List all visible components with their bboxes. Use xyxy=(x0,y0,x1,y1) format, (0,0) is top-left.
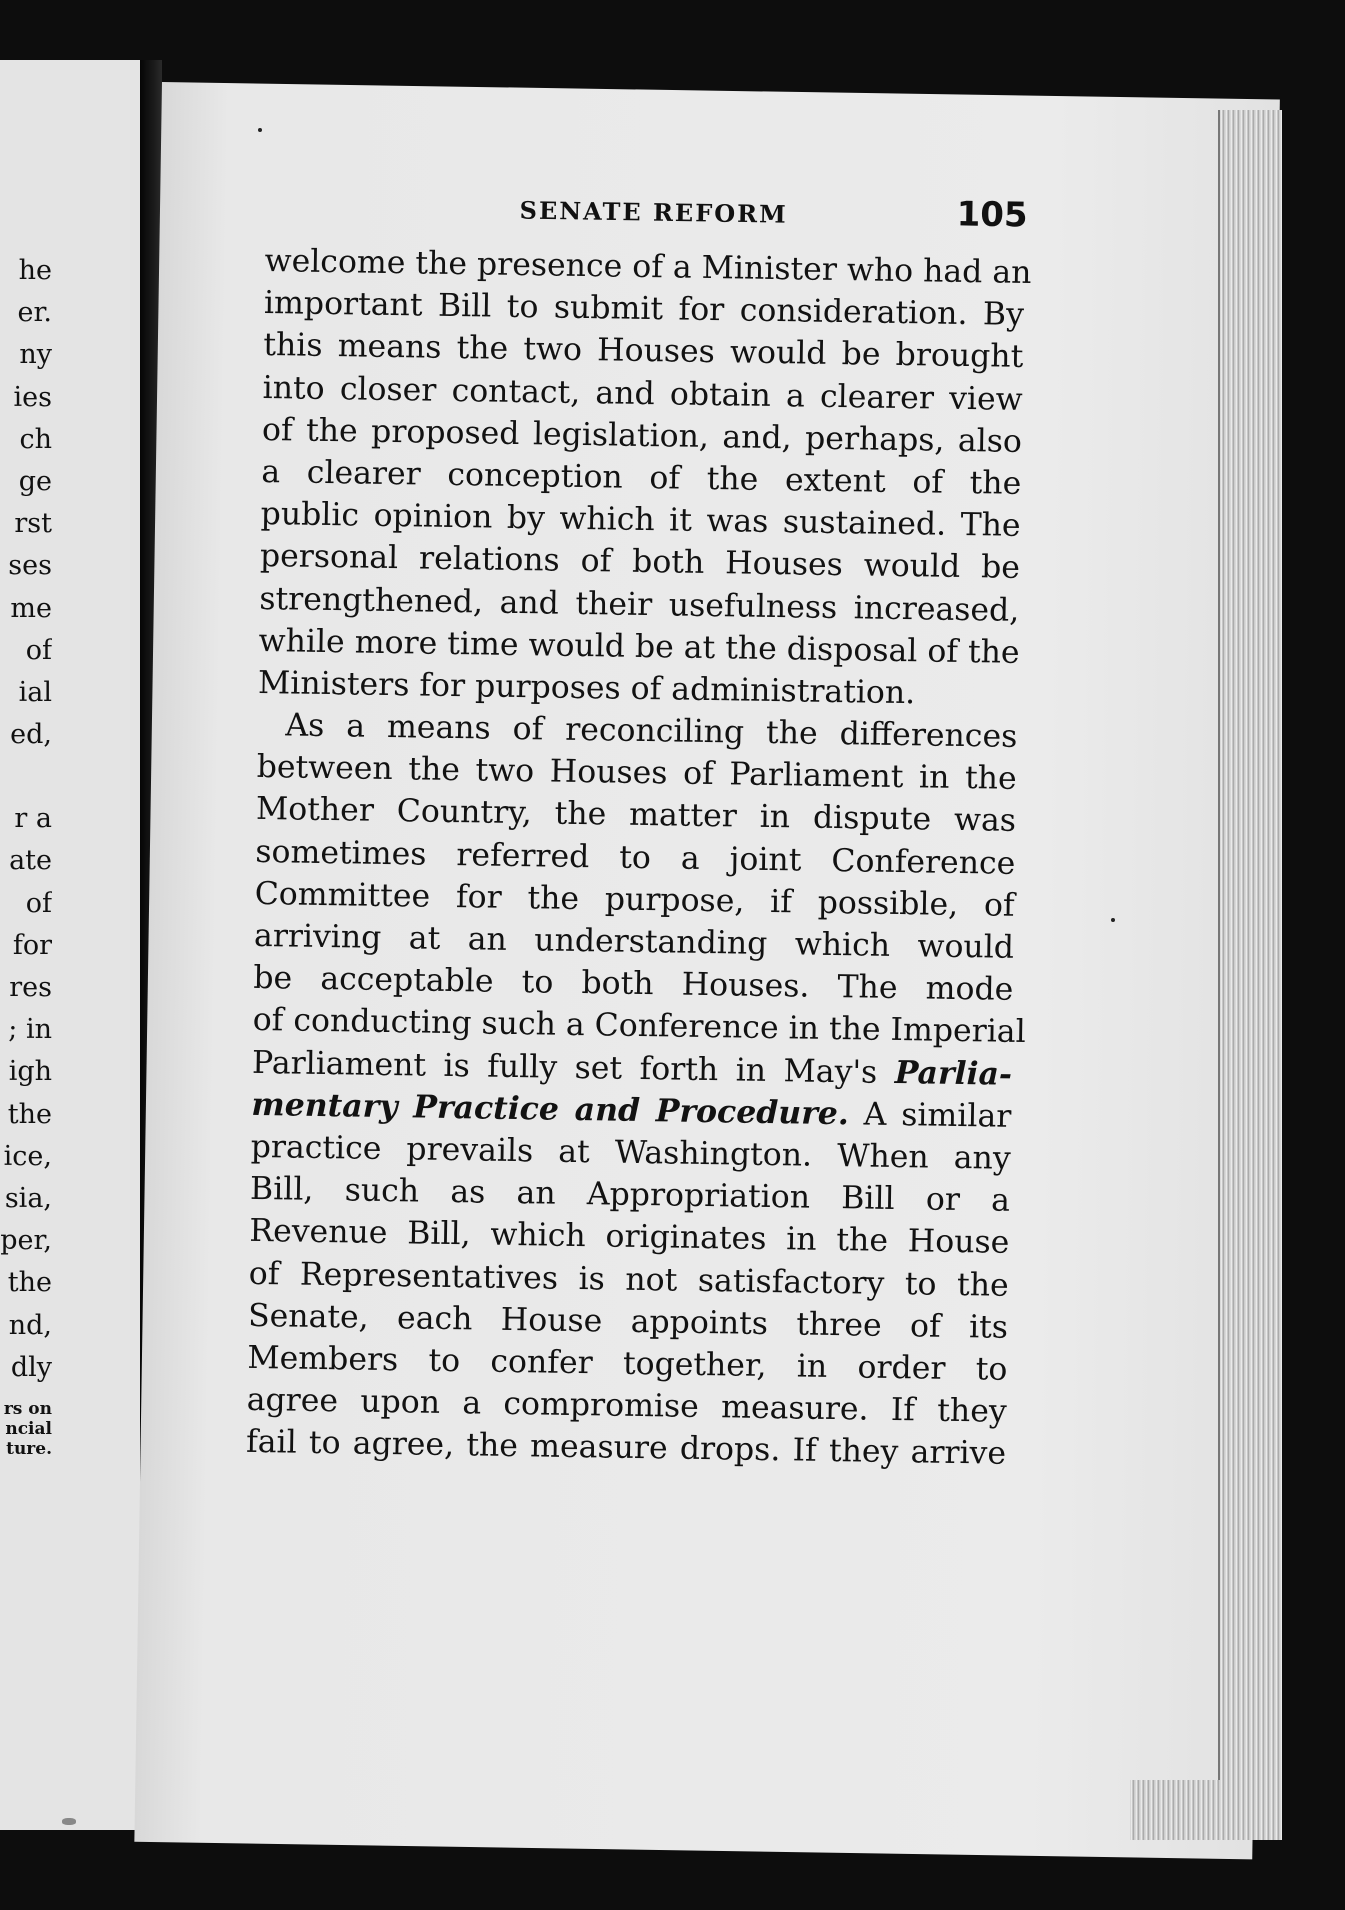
text-line: personal relations of both Houses would be xyxy=(259,538,1021,587)
text-span: A similar xyxy=(848,1096,1012,1135)
fragment-line: ial xyxy=(18,676,52,708)
text-line: Senate, each House appoints three of its xyxy=(247,1297,1009,1346)
previous-page-text-fragments xyxy=(0,250,52,1459)
text-line: Revenue Bill, which originates in the House xyxy=(249,1213,1010,1262)
fragment-line: ; in xyxy=(8,1014,52,1046)
body-text xyxy=(245,240,1032,1475)
text-line: Mother Country, the matter in dispute was xyxy=(255,791,1017,840)
text-line: sometimes referred to a joint Conference xyxy=(255,833,1016,882)
fragment-line: ny xyxy=(19,339,52,371)
fragment-line: ge xyxy=(18,465,52,497)
text-line: of conducting such a Conference in the Imperial xyxy=(252,1002,1026,1051)
text-line: of Representatives is not satisfactory to the xyxy=(248,1255,1009,1304)
fragment-line: he xyxy=(18,255,52,286)
fragment-footnote-line: rs on xyxy=(3,1398,52,1419)
page-edges xyxy=(1218,110,1282,1840)
text-line: while more time would be at the disposal of the xyxy=(258,622,1020,671)
fragment-line: ate xyxy=(9,845,52,877)
running-head-title: SENATE REFORM xyxy=(519,195,788,229)
text-line: Bill, such as an Appropriation Bill or a xyxy=(249,1171,1011,1219)
fragment-line: sia, xyxy=(4,1182,52,1214)
italic-title-part-1: Parlia- xyxy=(894,1053,1013,1093)
text-line: this means the two Houses would be brought xyxy=(263,327,1024,376)
page-edges-bottom xyxy=(1130,1780,1280,1840)
fragment-line: of xyxy=(25,887,52,919)
fragment-line: for xyxy=(12,929,52,961)
fragment-line xyxy=(0,756,52,798)
fragment-line: rst xyxy=(14,508,52,540)
fragment-footnote-line: ture. xyxy=(6,1438,52,1459)
text-line: public opinion by which it was sustained. The xyxy=(260,496,1021,545)
text-line: of the proposed legislation, and, perhaps, also xyxy=(261,411,1023,460)
fragment-line: nd, xyxy=(8,1309,52,1341)
text-line: Committee for the purpose, if possible, of xyxy=(254,875,1015,924)
text-line: agree upon a compromise measure. If they xyxy=(246,1381,1007,1430)
text-line: Members to confer together, in order to xyxy=(247,1339,1008,1388)
italic-title-part-2: mentary Practice and Procedure. xyxy=(251,1085,850,1133)
text-line: As a means of reconciling the differences xyxy=(285,707,1018,755)
text-line: strengthened, and their usefulness increased, xyxy=(259,580,1020,629)
text-line: between the two Houses of Parliament in the xyxy=(256,749,1017,798)
fragment-line: ed, xyxy=(10,719,52,751)
fragment-line: res xyxy=(9,972,52,1003)
page-number: 105 xyxy=(956,194,1028,236)
text-line: welcome the presence of a Minister who had an xyxy=(264,242,1032,292)
fragment-line: ch xyxy=(19,423,52,455)
paragraph-1 xyxy=(257,240,1032,716)
running-head xyxy=(359,185,1028,245)
fragment-line: r a xyxy=(14,803,52,835)
fragment-line: the xyxy=(7,1098,52,1130)
fragment-line: ice, xyxy=(3,1140,52,1172)
text-line: be acceptable to both Houses. The mode xyxy=(253,960,1014,1009)
text-line: a clearer conception of the extent of the xyxy=(261,453,1022,502)
fragment-line: per, xyxy=(0,1225,52,1257)
fragment-line: me xyxy=(10,592,52,624)
text-line: important Bill to submit for consideration. By xyxy=(263,285,1025,334)
text-line: Ministers for purposes of administration. xyxy=(257,664,916,712)
text-line: arriving at an understanding which would xyxy=(253,917,1015,966)
fragment-line: igh xyxy=(8,1056,52,1088)
text-span: Parliament is fully set forth in May's xyxy=(251,1044,896,1091)
fragment-line: ies xyxy=(13,381,52,413)
text-line: fail to agree, the measure drops. If they arrive xyxy=(245,1424,1007,1473)
fragment-line: ses xyxy=(8,550,52,582)
text-line: into closer contact, and obtain a clearer view xyxy=(262,369,1023,418)
paragraph-2-lines-b xyxy=(246,1126,1011,1475)
fragment-line: dly xyxy=(10,1351,52,1383)
paragraph-2 xyxy=(245,704,1026,1475)
text-line: practice prevails at Washington. When any xyxy=(250,1128,1011,1177)
fragment-line: er. xyxy=(17,297,52,329)
fragment-footnote-line: ncial xyxy=(5,1418,52,1439)
fragment-line: of xyxy=(25,634,52,666)
paragraph-2-lines-a xyxy=(252,704,1026,1053)
fragment-line: the xyxy=(7,1267,52,1299)
